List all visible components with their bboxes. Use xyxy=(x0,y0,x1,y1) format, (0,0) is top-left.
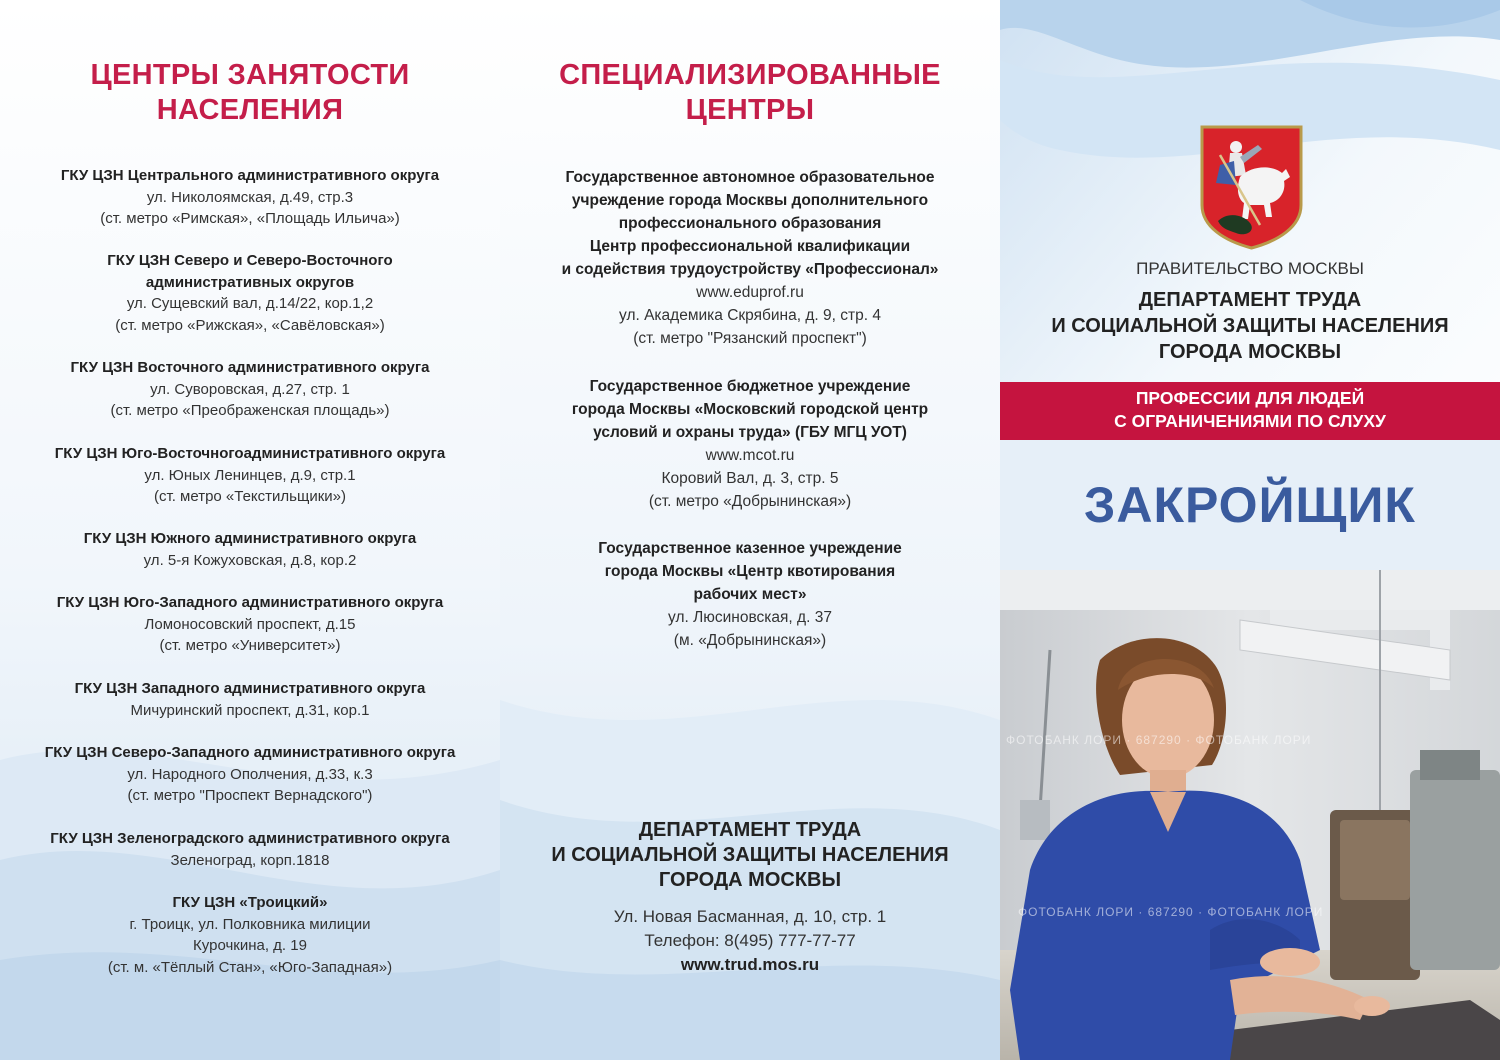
hearing-impaired-banner xyxy=(1000,382,1500,440)
center-metro: (ст. метро «Римская», «Площадь Ильича») xyxy=(100,210,400,227)
department-address: Ул. Новая Басманная, д. 10, стр. 1 xyxy=(613,907,887,926)
department-title-line: И СОЦИАЛЬНОЙ ЗАЩИТЫ НАСЕЛЕНИЯ xyxy=(1051,315,1449,337)
center-address: Курочкина, д. 19 xyxy=(193,937,307,954)
org-title: города Москвы «Центр квотирования xyxy=(604,563,896,580)
center-metro: (ст. метро "Проспект Вернадского") xyxy=(127,787,373,804)
center-entry xyxy=(0,828,500,871)
org-title: Государственное казенное учреждение xyxy=(598,540,902,557)
org-entry xyxy=(500,375,1000,513)
org-entry xyxy=(500,537,1000,652)
center-title: административных округов xyxy=(145,273,355,291)
department-title-line: И СОЦИАЛЬНОЙ ЗАЩИТЫ НАСЕЛЕНИЯ xyxy=(551,844,949,866)
center-title: ГКУ ЦЗН Юго-Восточногоадминистративного округа xyxy=(54,445,446,462)
department-title xyxy=(500,818,1000,893)
org-title: и содействия трудоустройству «Профессионал» xyxy=(561,261,939,278)
center-entry xyxy=(0,165,500,230)
center-entry xyxy=(0,443,500,508)
department-title-line: ГОРОДА МОСКВЫ xyxy=(658,869,842,891)
center-entry xyxy=(0,528,500,571)
government-label: ПРАВИТЕЛЬСТВО МОСКВЫ xyxy=(1136,259,1364,278)
heading-line: СПЕЦИАЛИЗИРОВАННЫЕ xyxy=(559,59,941,91)
cover-panel xyxy=(1000,0,1500,1060)
department-title-line: ГОРОДА МОСКВЫ xyxy=(1158,341,1342,363)
center-address: ул. 5-я Кожуховская, д.8, кор.2 xyxy=(143,551,357,569)
background-wave xyxy=(500,0,1000,1060)
org-title: города Москвы «Московский городской центр xyxy=(571,401,929,418)
org-title: Центр профессиональной квалификации xyxy=(589,238,911,255)
org-address: ул. Академика Скрябина, д. 9, стр. 4 xyxy=(619,307,881,324)
org-entry xyxy=(500,166,1000,350)
center-title: ГКУ ЦЗН Южного административного округа xyxy=(83,530,417,547)
center-metro: (ст. метро «Университет») xyxy=(159,637,341,654)
center-entry xyxy=(0,678,500,721)
center-address: ул. Сущевский вал, д.14/22, кор.1,2 xyxy=(126,295,374,312)
center-address: ул. Юных Ленинцев, д.9, стр.1 xyxy=(144,466,356,484)
center-title: ГКУ ЦЗН Юго-Западного административного округа xyxy=(56,594,444,611)
center-title: ГКУ ЦЗН Западного административного округа xyxy=(74,680,426,697)
department-website-link[interactable]: www.trud.mos.ru xyxy=(680,955,820,974)
center-address: ул. Суворовская, д.27, стр. 1 xyxy=(150,380,350,398)
center-address: Зеленоград, корп.1818 xyxy=(170,851,330,869)
center-address: ул. Народного Ополчения, д.33, к.3 xyxy=(127,765,373,783)
heading-line: ЦЕНТРЫ xyxy=(685,94,815,126)
center-metro: (ст. метро «Преображенская площадь») xyxy=(110,402,390,419)
org-metro: (ст. метро "Рязанский проспект") xyxy=(633,330,867,347)
center-entry xyxy=(0,250,500,336)
center-metro: (ст. метро «Текстильщики») xyxy=(154,488,346,505)
center-title: ГКУ ЦЗН Северо-Западного административного округа xyxy=(44,744,456,761)
org-website-link[interactable]: www.mcot.ru xyxy=(705,447,795,464)
center-metro: (ст. м. «Тёплый Стан», «Юго-Западная») xyxy=(107,958,393,976)
center-entry xyxy=(0,892,500,978)
seamstress-photo xyxy=(1000,570,1500,1060)
center-address: ул. Николоямская, д.49, стр.3 xyxy=(146,188,354,206)
photo-watermark: ФОТОБАНК ЛОРИ · 687290 · ФОТОБАНК ЛОРИ xyxy=(1018,905,1324,919)
org-metro: (м. «Добрынинская») xyxy=(673,632,827,649)
center-title: ГКУ ЦЗН Северо и Северо-Восточного xyxy=(107,252,393,269)
profession-title: ЗАКРОЙЩИК xyxy=(1084,477,1416,533)
specialized-centers-panel xyxy=(500,0,1000,1060)
center-address: г. Троицк, ул. Полковника милиции xyxy=(129,915,371,933)
center-metro: (ст. метро «Рижская», «Савёловская») xyxy=(115,316,385,334)
org-address: Коровий Вал, д. 3, стр. 5 xyxy=(661,470,839,487)
center-address: Мичуринский проспект, д.31, кор.1 xyxy=(130,701,370,719)
employment-centers-heading xyxy=(0,58,500,128)
org-website-link[interactable]: www.eduprof.ru xyxy=(696,284,804,301)
center-entry xyxy=(0,592,500,657)
org-title: Государственное бюджетное учреждение xyxy=(589,378,911,395)
org-title: условий и охраны труда» (ГБУ МГЦ УОТ) xyxy=(593,424,907,441)
photo-watermark: ФОТОБАНК ЛОРИ · 687290 · ФОТОБАНК ЛОРИ xyxy=(1006,733,1312,747)
moscow-coat-of-arms-icon xyxy=(1200,125,1303,250)
org-title: Государственное автономное образовательное xyxy=(565,169,935,186)
center-entry xyxy=(0,357,500,422)
banner-line: С ОГРАНИЧЕНИЯМИ ПО СЛУХУ xyxy=(1114,411,1386,431)
specialized-centers-heading xyxy=(500,58,1000,128)
heading-line: НАСЕЛЕНИЯ xyxy=(156,94,344,126)
center-title: ГКУ ЦЗН Зеленоградского административного округа xyxy=(50,830,450,847)
center-title: ГКУ ЦЗН Центрального административного округа xyxy=(60,167,440,184)
banner-line: ПРОФЕССИИ ДЛЯ ЛЮДЕЙ xyxy=(1135,388,1365,408)
department-contacts xyxy=(500,905,1000,977)
org-title: рабочих мест» xyxy=(693,586,807,603)
department-title-line: ДЕПАРТАМЕНТ ТРУДА xyxy=(638,819,862,841)
center-entry xyxy=(0,742,500,807)
department-title-line: ДЕПАРТАМЕНТ ТРУДА xyxy=(1138,289,1362,311)
org-title: учреждение города Москвы дополнительного xyxy=(571,192,929,209)
department-title xyxy=(1000,287,1500,365)
department-phone: Телефон: 8(495) 777-77-77 xyxy=(644,931,856,950)
org-title: профессионального образования xyxy=(618,215,882,232)
org-address: ул. Люсиновская, д. 37 xyxy=(668,609,832,626)
org-metro: (ст. метро «Добрынинская») xyxy=(648,493,852,510)
center-title: ГКУ ЦЗН «Троицкий» xyxy=(172,894,328,911)
center-address: Ломоносовский проспект, д.15 xyxy=(144,615,356,633)
center-title: ГКУ ЦЗН Восточного административного округа xyxy=(70,359,430,376)
heading-line: ЦЕНТРЫ ЗАНЯТОСТИ xyxy=(90,59,410,91)
employment-centers-panel xyxy=(0,0,500,1060)
